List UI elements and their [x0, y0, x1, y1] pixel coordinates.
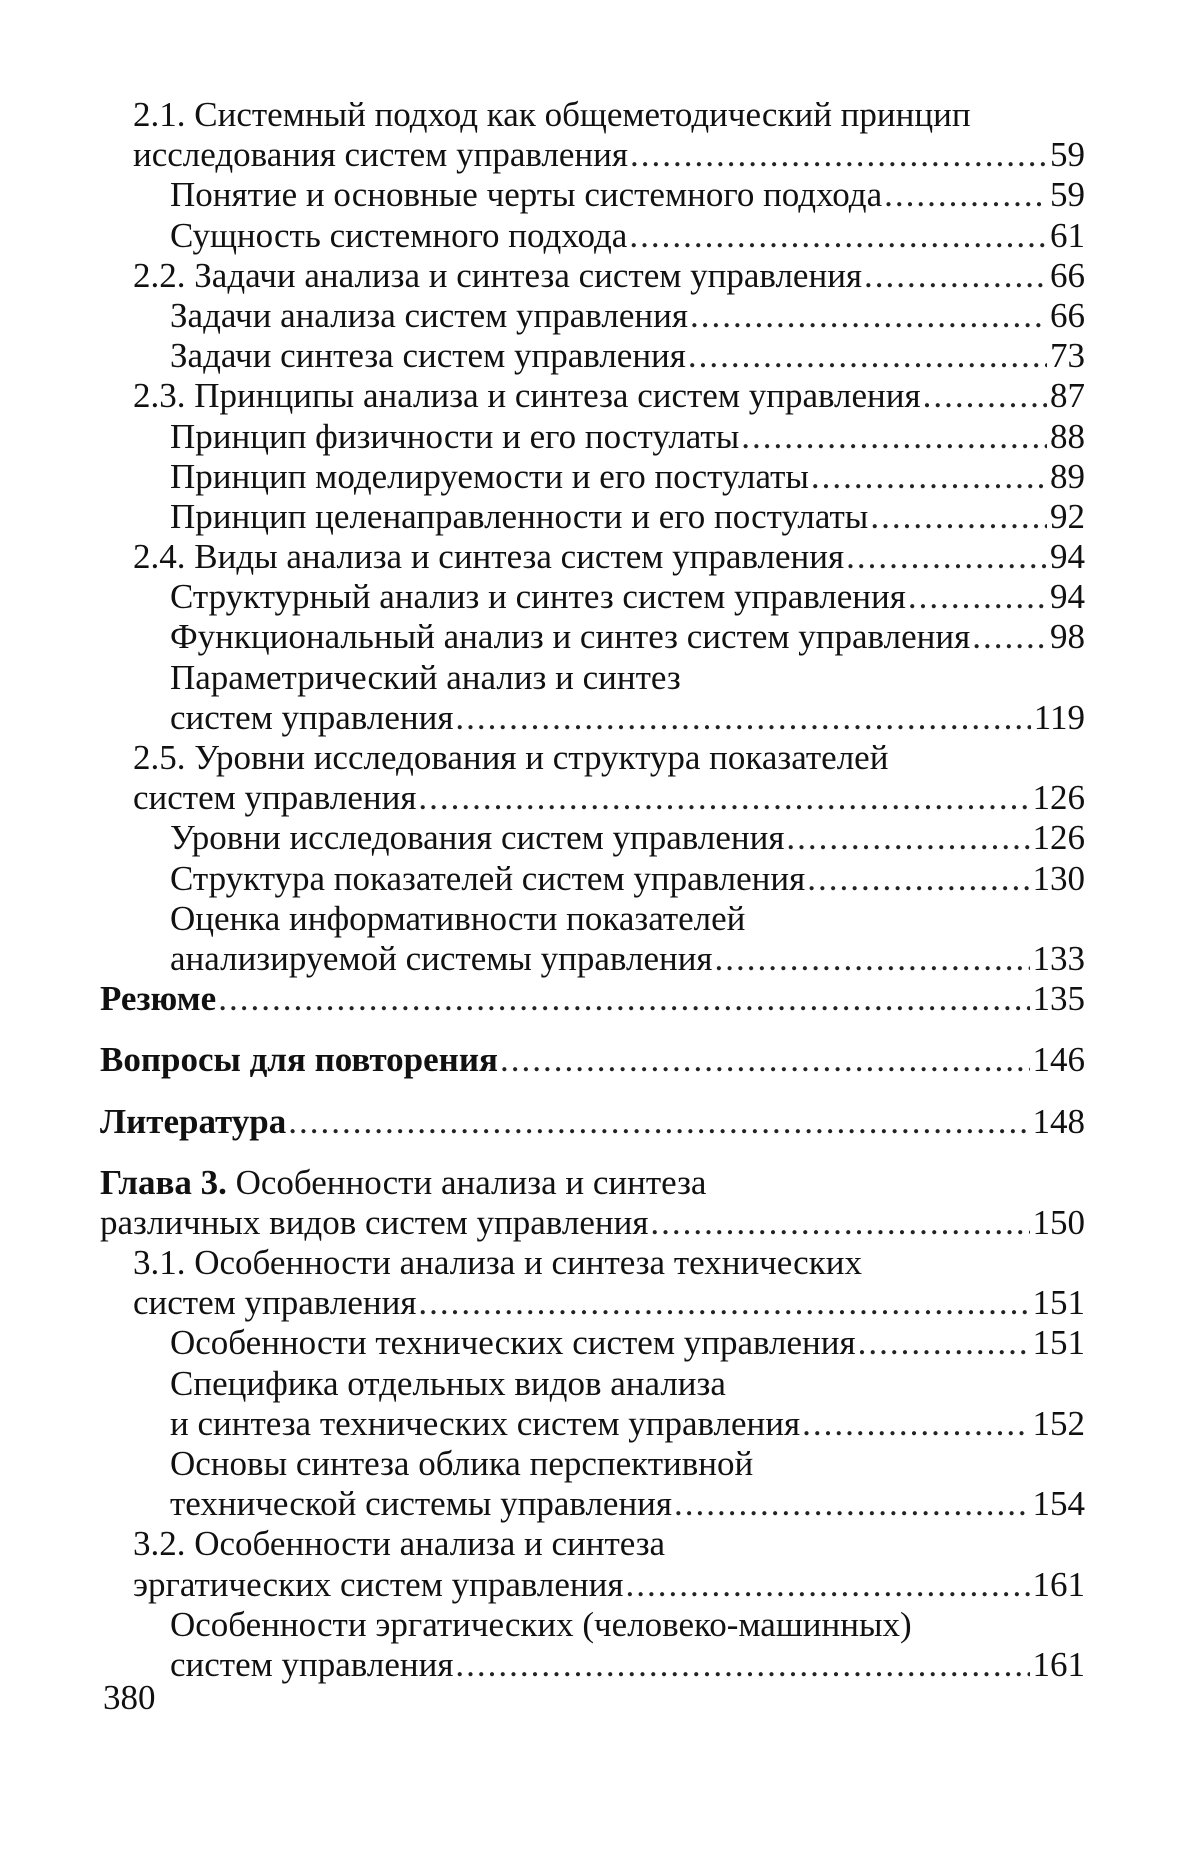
toc-entry — [100, 1163, 1085, 1243]
toc-line — [100, 1645, 1085, 1685]
toc-entry — [100, 859, 1085, 899]
dot-leader — [625, 1565, 1029, 1605]
toc-line — [100, 497, 1085, 537]
toc-entry-title: Принцип целенаправленности и его постулаты — [170, 496, 869, 536]
dot-leader — [884, 175, 1047, 215]
dot-leader — [811, 457, 1047, 497]
toc-line — [100, 1323, 1085, 1363]
toc-page-number: 119 — [1033, 697, 1085, 737]
toc-entry-title: систем управления — [170, 697, 454, 737]
toc-entry-title: Функциональный анализ и синтез систем управления — [170, 617, 971, 657]
toc-line — [100, 336, 1085, 376]
toc-entry — [100, 457, 1085, 497]
toc-entry — [100, 658, 1085, 738]
dot-leader — [630, 135, 1047, 175]
toc-entry-title: Специфика отдельных видов анализа — [170, 1363, 726, 1403]
toc-entry-title: 2.1. Системный подход как общеметодический принцип — [133, 95, 971, 134]
toc-page-number: 66 — [1050, 295, 1085, 335]
dot-leader — [864, 256, 1047, 296]
toc-page-number: 59 — [1050, 175, 1085, 215]
toc-entry — [100, 1364, 1085, 1444]
toc-entry-title: 2.2. Задачи анализа и синтеза систем управления — [133, 255, 863, 295]
dot-leader — [858, 1323, 1030, 1363]
toc-entry — [100, 738, 1085, 818]
toc-line — [100, 216, 1085, 256]
toc-page-number: 148 — [1032, 1101, 1085, 1141]
toc-line — [100, 1364, 1085, 1404]
toc-page-number: 126 — [1032, 778, 1085, 818]
dot-leader — [455, 1645, 1029, 1685]
toc-entry-title: Основы синтеза облика перспективной — [170, 1444, 754, 1483]
toc-line — [100, 537, 1085, 577]
toc-page-number: 61 — [1050, 215, 1085, 255]
toc-line — [100, 859, 1085, 899]
toc-entry — [100, 256, 1085, 296]
toc-entry — [100, 979, 1085, 1019]
toc-entry — [100, 497, 1085, 537]
toc-entry — [100, 175, 1085, 215]
toc-line — [100, 577, 1085, 617]
toc-entry — [100, 577, 1085, 617]
toc-page-number: 152 — [1032, 1403, 1085, 1443]
toc-page-number: 130 — [1032, 858, 1085, 898]
toc-entry — [100, 1040, 1085, 1080]
dot-leader — [688, 336, 1047, 376]
toc-entry — [100, 95, 1085, 175]
toc-entry-title: Уровни исследования систем управления — [170, 818, 785, 858]
toc-entry-title: Задачи синтеза систем управления — [170, 336, 686, 376]
toc-page-number: 151 — [1032, 1283, 1085, 1323]
toc-line — [100, 698, 1085, 738]
toc-entry — [100, 336, 1085, 376]
dot-leader — [715, 939, 1030, 979]
toc-entry-title: Литература — [100, 1101, 287, 1141]
toc-line — [100, 1040, 1085, 1080]
toc-page-number: 135 — [1032, 979, 1085, 1019]
toc-page-number: 161 — [1032, 1644, 1085, 1684]
toc-entry-title: Параметрический анализ и синтез — [170, 657, 681, 697]
dot-leader — [418, 1283, 1029, 1323]
toc-page-number: 146 — [1032, 1040, 1085, 1080]
toc-entry-title: 3.2. Особенности анализа и синтеза — [133, 1524, 666, 1564]
toc-entry-title: Структура показателей систем управления — [170, 858, 806, 898]
toc-entry-title: Вопросы для повторения — [100, 1040, 498, 1080]
toc-entry — [100, 1444, 1085, 1524]
toc-line — [100, 1163, 1085, 1203]
dot-leader — [288, 1102, 1029, 1142]
toc-line — [100, 939, 1085, 979]
toc-entry — [100, 899, 1085, 979]
toc-page-number: 73 — [1050, 336, 1085, 376]
toc-line — [100, 1484, 1085, 1524]
toc-entry-title: Сущность системного подхода — [170, 215, 628, 255]
dot-leader — [908, 577, 1047, 617]
toc-entry — [100, 376, 1085, 416]
toc-page-number: 94 — [1050, 537, 1085, 577]
dot-leader — [629, 216, 1047, 256]
toc-page-number: 98 — [1050, 617, 1085, 657]
toc-entry-title: и синтеза технических систем управления — [170, 1403, 801, 1443]
toc-line — [100, 1605, 1085, 1645]
toc-line — [100, 417, 1085, 457]
dot-leader — [690, 296, 1047, 336]
toc-entry-title: систем управления — [170, 1644, 454, 1684]
toc-entry — [100, 1102, 1085, 1142]
toc-line — [100, 658, 1085, 698]
dot-leader — [786, 818, 1029, 858]
toc-page-number: 161 — [1032, 1564, 1085, 1604]
toc-line — [100, 457, 1085, 497]
toc-line — [100, 738, 1085, 778]
page-number: 380 — [103, 1678, 156, 1717]
toc-entry-title: систем управления — [133, 1283, 417, 1323]
toc-entry-title: исследования систем управления — [133, 135, 628, 175]
toc-entry-title: Особенности технических систем управления — [170, 1323, 856, 1363]
dot-leader — [972, 617, 1047, 657]
toc-page-number: 126 — [1032, 818, 1085, 858]
toc-line — [100, 899, 1085, 939]
toc-entry — [100, 216, 1085, 256]
chapter-label: Глава 3. — [100, 1162, 227, 1202]
toc-entry — [100, 818, 1085, 858]
toc-page-number: 66 — [1050, 255, 1085, 295]
toc-entry — [100, 1243, 1085, 1323]
toc-line — [100, 617, 1085, 657]
toc-line — [100, 818, 1085, 858]
dot-leader — [807, 859, 1029, 899]
toc-line — [100, 1203, 1085, 1243]
dot-leader — [418, 778, 1029, 818]
toc-page-number: 92 — [1050, 496, 1085, 536]
dot-leader — [500, 1040, 1030, 1080]
toc-entry-title: Понятие и основные черты системного подхода — [170, 175, 883, 215]
toc-entry-title: 3.1. Особенности анализа и синтеза технических — [133, 1243, 862, 1283]
toc-entry — [100, 1524, 1085, 1604]
toc-line — [100, 1444, 1085, 1484]
dot-leader — [218, 979, 1029, 1019]
toc-entry — [100, 1605, 1085, 1685]
dot-leader — [455, 698, 1030, 738]
toc-entry — [100, 417, 1085, 457]
toc-entry-title: Резюме — [100, 979, 217, 1019]
toc-entry-title: эргатических систем управления — [133, 1564, 624, 1604]
dot-leader — [870, 497, 1047, 537]
toc-page-number: 133 — [1032, 938, 1085, 978]
toc-page-number: 94 — [1050, 577, 1085, 617]
toc-entry-title: Глава 3. Особенности анализа и синтеза — [100, 1162, 707, 1202]
toc-entry-title: 2.5. Уровни исследования и структура показателей — [133, 738, 889, 777]
toc-entry-title: Структурный анализ и синтез систем управления — [170, 577, 906, 617]
toc-line — [100, 95, 1085, 135]
toc-page-number: 151 — [1032, 1323, 1085, 1363]
toc-line — [100, 1283, 1085, 1323]
toc-entry — [100, 296, 1085, 336]
toc-line — [100, 376, 1085, 416]
toc-page-number: 59 — [1050, 135, 1085, 175]
toc-page-number: 150 — [1032, 1202, 1085, 1242]
toc-line — [100, 1404, 1085, 1444]
toc-entry-title: Задачи анализа систем управления — [170, 295, 688, 335]
toc-entry-title: систем управления — [133, 778, 417, 818]
table-of-contents — [100, 95, 1085, 1685]
toc-entry-title: 2.4. Виды анализа и синтеза систем управления — [133, 537, 845, 577]
toc-line — [100, 296, 1085, 336]
toc-entry-title: 2.3. Принципы анализа и синтеза систем управления — [133, 376, 921, 416]
toc-entry-title: Особенности эргатических (человеко-машинных) — [170, 1604, 912, 1644]
dot-leader — [741, 417, 1047, 457]
toc-line — [100, 1524, 1085, 1564]
toc-line — [100, 135, 1085, 175]
toc-entry — [100, 537, 1085, 577]
toc-entry-title: Оценка информативности показателей — [170, 898, 746, 938]
dot-leader — [802, 1404, 1029, 1444]
toc-entry-title: Принцип физичности и его постулаты — [170, 416, 740, 456]
toc-line — [100, 778, 1085, 818]
toc-page-number: 154 — [1032, 1484, 1085, 1524]
toc-entry — [100, 617, 1085, 657]
toc-line — [100, 1102, 1085, 1142]
toc-line — [100, 1565, 1085, 1605]
dot-leader — [674, 1484, 1029, 1524]
toc-line — [100, 979, 1085, 1019]
toc-page-number: 88 — [1050, 416, 1085, 456]
dot-leader — [846, 537, 1047, 577]
toc-page-number: 89 — [1050, 456, 1085, 496]
toc-entry-title: различных видов систем управления — [100, 1202, 649, 1242]
toc-entry-title: технической системы управления — [170, 1484, 673, 1524]
dot-leader — [650, 1203, 1029, 1243]
toc-line — [100, 256, 1085, 296]
toc-entry-title: Принцип моделируемости и его постулаты — [170, 456, 809, 496]
dot-leader — [923, 376, 1047, 416]
toc-entry — [100, 1323, 1085, 1363]
toc-line — [100, 1243, 1085, 1283]
toc-line — [100, 175, 1085, 215]
toc-page-number: 87 — [1050, 376, 1085, 416]
toc-entry-title: анализируемой системы управления — [170, 938, 713, 978]
